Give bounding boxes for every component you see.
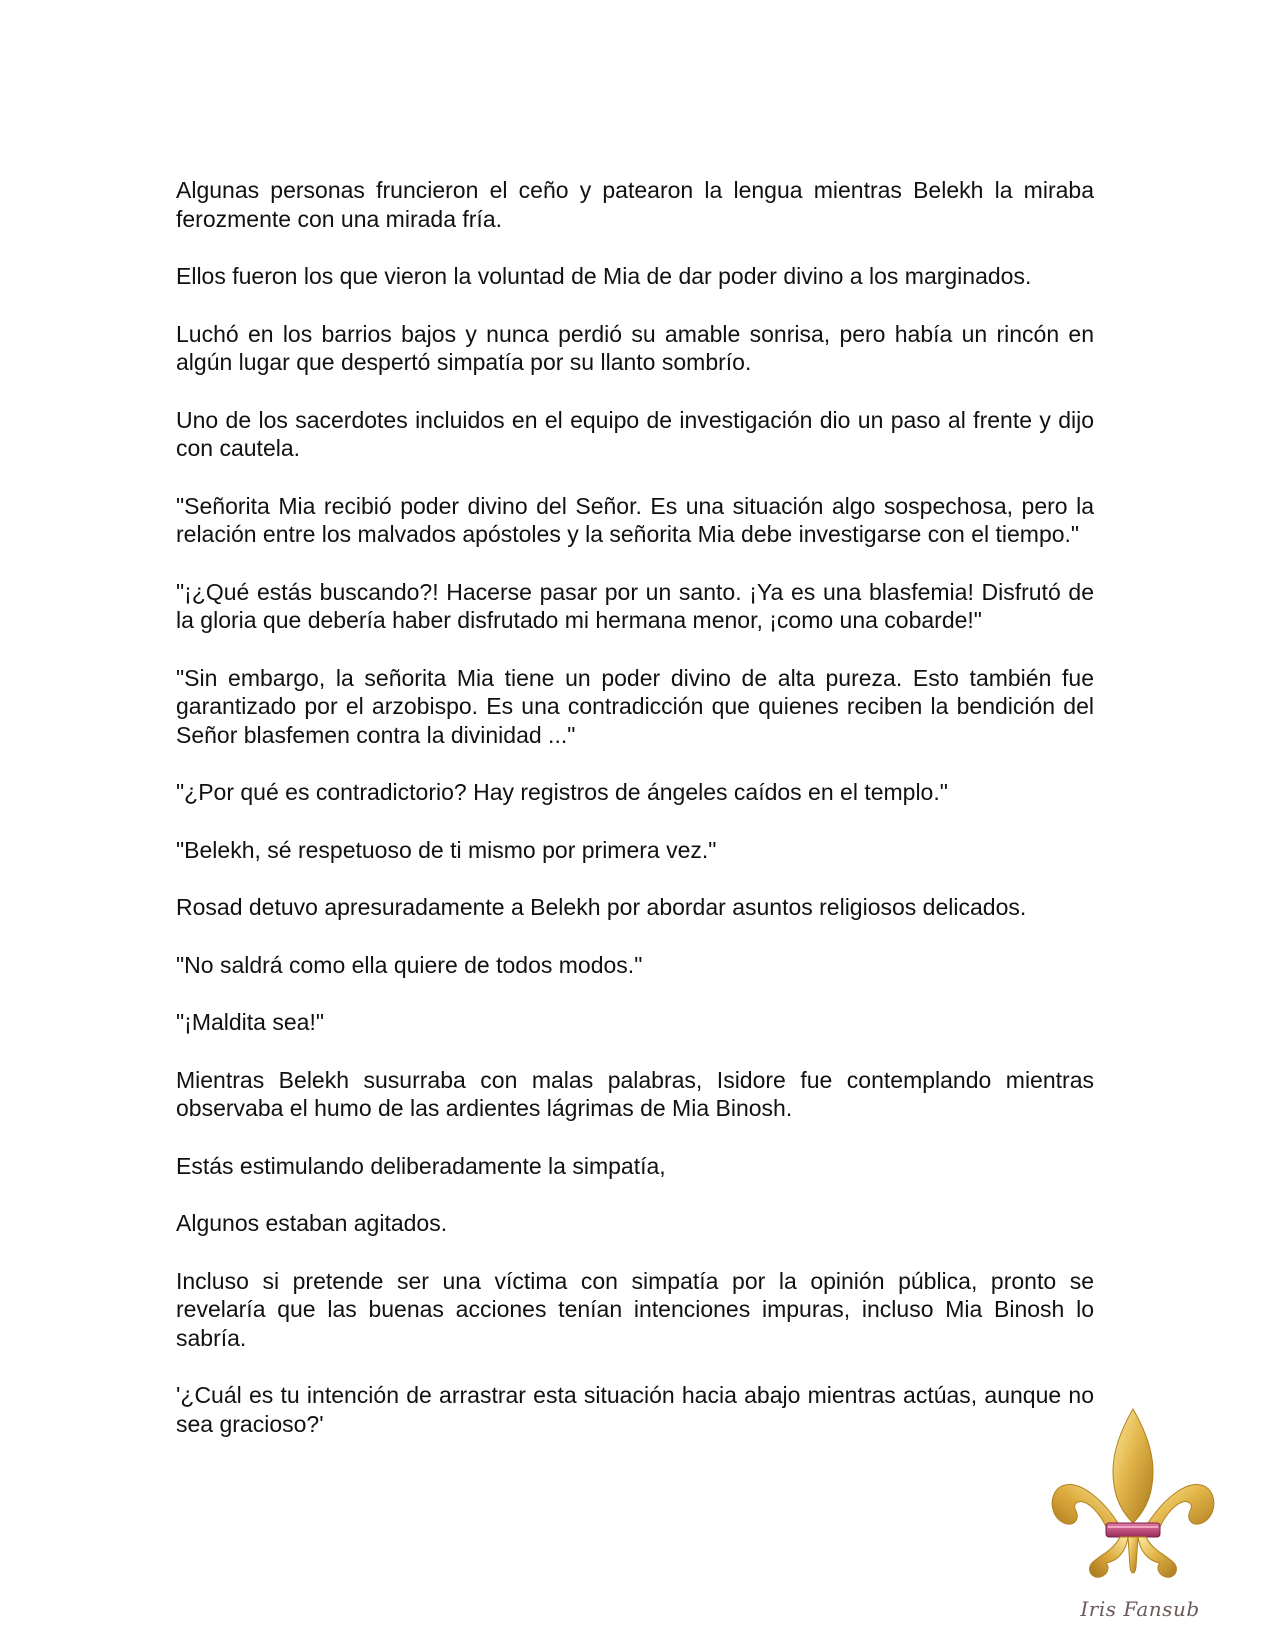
paragraph-17: '¿Cuál es tu intención de arrastrar esta situación hacia abajo mientras actúas, aunque no sea gracioso?' bbox=[176, 1382, 1094, 1437]
paragraph-12: "¡Maldita sea!" bbox=[176, 1009, 324, 1035]
paragraph-2: Ellos fueron los que vieron la voluntad de Mia de dar poder divino a los marginados. bbox=[176, 263, 1032, 289]
watermark-text: Iris Fansub bbox=[1080, 1597, 1200, 1621]
paragraph-5: "Señorita Mia recibió poder divino del Señor. Es una situación algo sospechosa, pero la relación entre los malvados apóstoles y la señorita Mia debe investigarse con el tiempo." bbox=[176, 492, 1094, 547]
paragraph-7: "Sin embargo, la señorita Mia tiene un poder divino de alta pureza. Esto también fue garantizado por el arzobispo. Es una contradicción que quienes reciben la bendición del Señor blasfemen contra la divinidad ..." bbox=[176, 664, 1094, 748]
paragraph-3: Luchó en los barrios bajos y nunca perdió su amable sonrisa, pero había un rincón en algún lugar que despertó simpatía por su llanto sombrío. bbox=[176, 320, 1094, 375]
fleur-de-lis-icon bbox=[1048, 1405, 1218, 1590]
paragraph-14: Estás estimulando deliberadamente la simpatía, bbox=[176, 1152, 666, 1179]
paragraph-16: Incluso si pretende ser una víctima con simpatía por la opinión pública, pronto se revelaría que las buenas acciones tenían intenciones impuras, incluso Mia Binosh lo sabría. bbox=[176, 1267, 1094, 1351]
paragraph-8: "¿Por qué es contradictorio? Hay registros de ángeles caídos en el templo." bbox=[176, 779, 948, 805]
paragraph-6: "¡¿Qué estás buscando?! Hacerse pasar por un santo. ¡Ya es una blasfemia! Disfrutó de la gloria que debería haber disfrutado mi hermana menor, ¡como una cobarde!" bbox=[176, 578, 1094, 633]
paragraph-9: "Belekh, sé respetuoso de ti mismo por primera vez." bbox=[176, 836, 717, 863]
paragraph-10: Rosad detuvo apresuradamente a Belekh por abordar asuntos religiosos delicados. bbox=[176, 894, 1027, 920]
paragraph-4: Uno de los sacerdotes incluidos en el equipo de investigación dio un paso al frente y dijo con cautela. bbox=[176, 406, 1094, 461]
paragraph-1: Algunas personas fruncieron el ceño y patearon la lengua mientras Belekh la miraba ferozmente con una mirada fría. bbox=[176, 177, 1094, 232]
paragraph-13: Mientras Belekh susurraba con malas palabras, Isidore fue contemplando mientras observaba el humo de las ardientes lágrimas de Mia Binosh. bbox=[176, 1066, 1094, 1121]
document-body bbox=[176, 176, 1094, 1467]
watermark-logo bbox=[1048, 1405, 1218, 1645]
paragraph-15: Algunos estaban agitados. bbox=[176, 1210, 448, 1236]
paragraph-11: "No saldrá como ella quiere de todos modos." bbox=[176, 951, 643, 978]
